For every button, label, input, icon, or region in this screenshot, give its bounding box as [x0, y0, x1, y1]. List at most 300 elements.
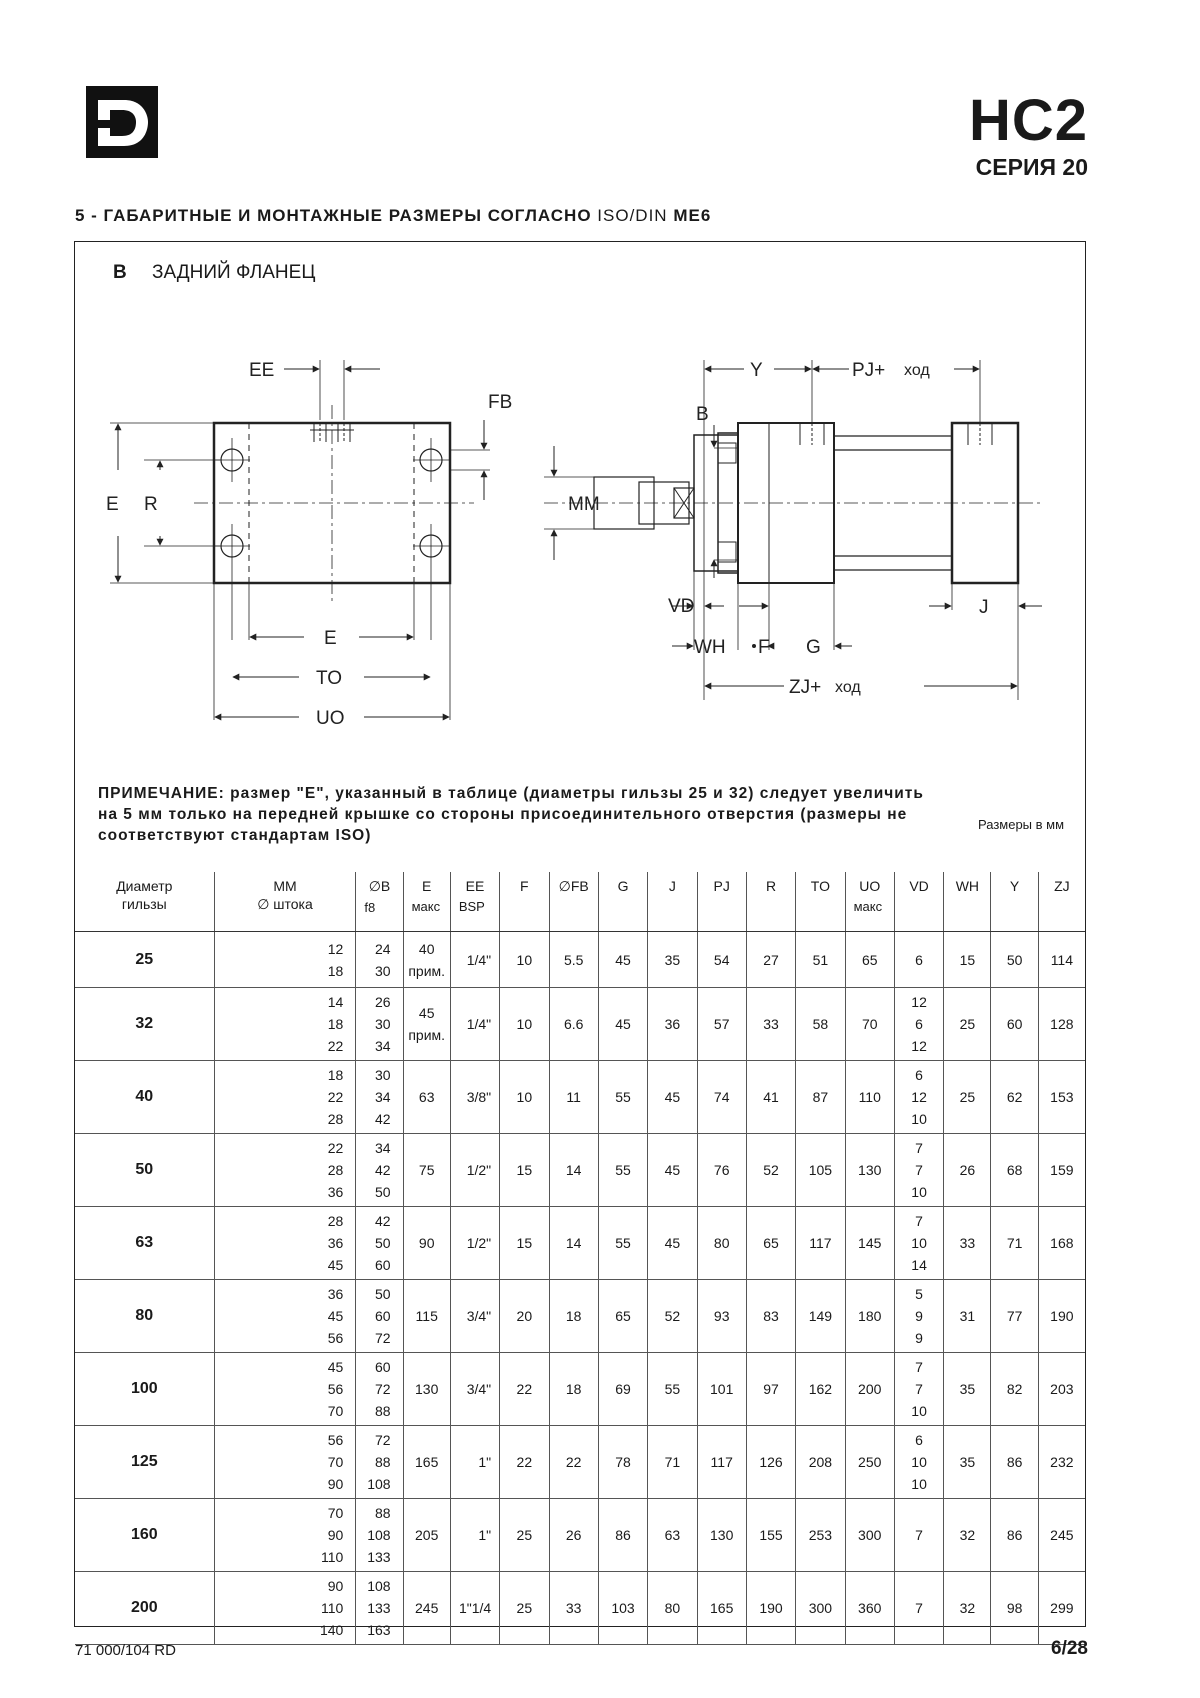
cell-value: 12 — [911, 994, 927, 1010]
cell-ee: 1" — [450, 1426, 499, 1499]
cell-uo: 300 — [845, 1499, 894, 1572]
cell-value: 90 — [327, 1476, 344, 1492]
cell-value: 72 — [375, 1330, 391, 1346]
cell-value: 56 — [327, 1381, 344, 1397]
column-header-label: VD — [909, 878, 929, 894]
column-header — [894, 872, 943, 932]
column-header-label: EE — [465, 878, 485, 894]
cell-y: 82 — [991, 1353, 1038, 1426]
cell-r: 65 — [746, 1207, 795, 1280]
cell-r: 190 — [746, 1572, 795, 1645]
series-label: СЕРИЯ 20 — [975, 154, 1088, 180]
label-uo: UO — [316, 708, 345, 729]
cell-value: 12 — [911, 1089, 927, 1105]
cell-y: 77 — [991, 1280, 1038, 1353]
cell-pj: 130 — [697, 1499, 746, 1572]
cell-zj: 299 — [1038, 1572, 1085, 1645]
cell-bore: 80 — [75, 1280, 214, 1353]
cell-uo: 145 — [845, 1207, 894, 1280]
column-header-label: G — [617, 878, 629, 894]
cell-mm — [214, 1572, 356, 1645]
cell-to: 51 — [796, 932, 845, 988]
cell-uo: 180 — [845, 1280, 894, 1353]
cell-value: 88 — [375, 1454, 391, 1470]
table-row — [75, 1499, 1085, 1572]
cell-zj: 245 — [1038, 1499, 1085, 1572]
cell-value: 72 — [375, 1432, 391, 1448]
column-header-label: WH — [955, 878, 980, 894]
cell-e — [403, 1207, 450, 1280]
cell-value: 7 — [915, 1140, 923, 1156]
cell-value: прим. — [408, 962, 446, 979]
view-label — [113, 262, 315, 284]
cell-value: 26 — [375, 994, 391, 1010]
cylinder-side-view — [544, 360, 1044, 700]
label-vd: VD — [668, 596, 695, 617]
cell-value: 72 — [375, 1381, 391, 1397]
cell-bore: 63 — [75, 1207, 214, 1280]
cell-r: 41 — [746, 1061, 795, 1134]
column-header-label: J — [668, 878, 676, 894]
label-y: Y — [750, 360, 763, 381]
units-label: Размеры в мм — [978, 817, 1065, 832]
cell-j: 35 — [648, 932, 697, 988]
cell-y: 60 — [991, 988, 1038, 1061]
cell-uo: 70 — [845, 988, 894, 1061]
cell-fb: 11 — [549, 1061, 598, 1134]
cell-b — [356, 1280, 403, 1353]
cell-value: 28 — [327, 1213, 344, 1229]
cell-zj: 190 — [1038, 1280, 1085, 1353]
cell-value: 130 — [415, 1381, 439, 1397]
cell-value: 63 — [418, 1089, 435, 1105]
cell-g: 65 — [598, 1280, 647, 1353]
column-header — [697, 872, 746, 932]
cell-pj: 74 — [697, 1061, 746, 1134]
cell-fb: 22 — [549, 1426, 598, 1499]
cell-bore: 200 — [75, 1572, 214, 1645]
label-stroke-top: ход — [904, 362, 930, 379]
cell-wh: 26 — [944, 1134, 991, 1207]
cell-value: 42 — [375, 1213, 391, 1229]
cell-fb: 14 — [549, 1134, 598, 1207]
cell-value: 30 — [375, 1067, 391, 1083]
cell-value: 40 — [418, 940, 435, 957]
cell-mm — [214, 1499, 356, 1572]
cell-value: 34 — [375, 1089, 391, 1105]
label-wh: WH — [694, 637, 726, 658]
cell-pj: 93 — [697, 1280, 746, 1353]
label-j: J — [979, 597, 989, 618]
label-r: R — [144, 494, 158, 515]
cell-zj: 159 — [1038, 1134, 1085, 1207]
cell-bore: 100 — [75, 1353, 214, 1426]
cell-value: 24 — [375, 940, 391, 957]
cell-e — [403, 1426, 450, 1499]
cell-value: 45 — [327, 1308, 344, 1324]
cell-y: 86 — [991, 1426, 1038, 1499]
column-header-label: ∅B — [368, 878, 391, 894]
cell-value: 7 — [915, 1359, 923, 1375]
cell-b — [356, 1572, 403, 1645]
column-header — [746, 872, 795, 932]
table-row — [75, 1280, 1085, 1353]
cell-value: 7 — [915, 1162, 923, 1178]
cell-g: 103 — [598, 1572, 647, 1645]
cell-to: 253 — [796, 1499, 845, 1572]
company-logo — [86, 86, 158, 158]
cell-value: 133 — [367, 1549, 391, 1565]
column-header — [356, 872, 403, 932]
dimensions-table — [75, 872, 1085, 1645]
column-header-label: Y — [1009, 878, 1020, 894]
cell-value: 14 — [327, 994, 344, 1010]
cell-to: 58 — [796, 988, 845, 1061]
cell-value: 163 — [367, 1622, 391, 1638]
cell-fb: 14 — [549, 1207, 598, 1280]
cell-j: 45 — [648, 1134, 697, 1207]
cell-value: 9 — [915, 1330, 923, 1346]
technical-drawing — [74, 320, 1084, 740]
cell-mm — [214, 988, 356, 1061]
table-row — [75, 1572, 1085, 1645]
column-header — [1038, 872, 1085, 932]
cell-value: 115 — [415, 1308, 438, 1324]
table-row — [75, 932, 1085, 988]
cell-e — [403, 1134, 450, 1207]
column-header-sub: гильзы — [121, 896, 167, 912]
label-to: TO — [316, 668, 343, 689]
cell-value: 10 — [911, 1184, 927, 1200]
cell-f: 22 — [500, 1353, 549, 1426]
cell-value: 90 — [327, 1578, 344, 1594]
column-header-label: MM — [273, 878, 297, 894]
cell-value: 10 — [911, 1454, 927, 1470]
cell-vd — [894, 1207, 943, 1280]
column-header-label: PJ — [713, 878, 730, 894]
cell-j: 71 — [648, 1426, 697, 1499]
cell-wh: 35 — [944, 1426, 991, 1499]
cell-r: 52 — [746, 1134, 795, 1207]
cell-fb: 18 — [549, 1280, 598, 1353]
cell-bore: 25 — [75, 932, 214, 988]
cell-ee: 3/4" — [450, 1353, 499, 1426]
table-row — [75, 1426, 1085, 1499]
column-header — [796, 872, 845, 932]
cell-value: 5 — [915, 1286, 923, 1302]
label-pj: PJ+ — [852, 360, 886, 381]
column-header — [549, 872, 598, 932]
cell-f: 22 — [500, 1426, 549, 1499]
column-header-sub: BSP — [458, 899, 485, 914]
cell-value: 245 — [415, 1600, 439, 1616]
cell-wh: 25 — [944, 1061, 991, 1134]
cell-r: 126 — [746, 1426, 795, 1499]
cell-wh: 32 — [944, 1499, 991, 1572]
cell-vd — [894, 1499, 943, 1572]
cell-value: 205 — [415, 1527, 439, 1543]
cell-mm — [214, 1353, 356, 1426]
table-row — [75, 1207, 1085, 1280]
cell-g: 55 — [598, 1061, 647, 1134]
cell-zj: 168 — [1038, 1207, 1085, 1280]
view-letter: B — [113, 262, 127, 283]
cell-f: 10 — [500, 1061, 549, 1134]
cell-j: 52 — [648, 1280, 697, 1353]
cell-value: 75 — [418, 1162, 435, 1178]
cell-value: 110 — [321, 1549, 344, 1565]
cell-uo: 200 — [845, 1353, 894, 1426]
cell-ee: 1/4" — [450, 988, 499, 1061]
cell-value: 6 — [915, 1016, 923, 1032]
cell-vd — [894, 988, 943, 1061]
cell-bore: 160 — [75, 1499, 214, 1572]
cell-wh: 25 — [944, 988, 991, 1061]
cell-j: 80 — [648, 1572, 697, 1645]
cell-e — [403, 988, 450, 1061]
page-number: 6/28 — [1051, 1638, 1088, 1659]
cell-value: 12 — [327, 940, 344, 957]
cell-ee: 3/4" — [450, 1280, 499, 1353]
cell-wh: 31 — [944, 1280, 991, 1353]
cell-value: 28 — [327, 1162, 344, 1178]
cell-wh: 33 — [944, 1207, 991, 1280]
cell-ee: 1/2" — [450, 1134, 499, 1207]
cell-value: 60 — [375, 1257, 391, 1273]
column-header-label: F — [520, 878, 529, 894]
label-zj: ZJ+ — [789, 677, 822, 698]
cell-f: 25 — [500, 1499, 549, 1572]
section-title-main: 5 - ГАБАРИТНЫЕ И МОНТАЖНЫЕ РАЗМЕРЫ СОГЛАСНО — [75, 206, 592, 225]
column-header-label: ∅FB — [558, 878, 589, 894]
cell-value: 90 — [327, 1527, 344, 1543]
cell-value: 108 — [367, 1578, 391, 1594]
cell-value: 18 — [327, 1067, 344, 1083]
cell-fb: 6.6 — [549, 988, 598, 1061]
cell-pj: 57 — [697, 988, 746, 1061]
cell-value: 108 — [367, 1476, 391, 1492]
cell-bore: 50 — [75, 1134, 214, 1207]
cell-r: 155 — [746, 1499, 795, 1572]
cell-value: 30 — [375, 1016, 391, 1032]
cell-ee: 1/2" — [450, 1207, 499, 1280]
cell-value: 12 — [911, 1038, 927, 1054]
cell-y: 68 — [991, 1134, 1038, 1207]
cell-zj: 153 — [1038, 1061, 1085, 1134]
cell-to: 208 — [796, 1426, 845, 1499]
cell-value: 10 — [911, 1235, 927, 1251]
cell-value: 6 — [915, 1432, 923, 1448]
table-header-row — [75, 872, 1085, 932]
cell-value: 6 — [915, 951, 923, 968]
cell-e — [403, 1280, 450, 1353]
cell-value: 165 — [415, 1454, 439, 1470]
cell-ee: 1" — [450, 1499, 499, 1572]
cell-mm — [214, 1134, 356, 1207]
cell-g: 55 — [598, 1207, 647, 1280]
cell-mm — [214, 932, 356, 988]
column-header-sub: макс — [411, 899, 441, 914]
cell-mm — [214, 1426, 356, 1499]
column-header — [500, 872, 549, 932]
cell-zj: 232 — [1038, 1426, 1085, 1499]
cell-vd — [894, 932, 943, 988]
cell-value: прим. — [408, 1027, 446, 1043]
cell-value: 18 — [327, 962, 344, 979]
cell-value: 10 — [911, 1111, 927, 1127]
table-row — [75, 988, 1085, 1061]
cell-vd — [894, 1353, 943, 1426]
cell-to: 87 — [796, 1061, 845, 1134]
cell-b — [356, 1061, 403, 1134]
column-header-sub: f8 — [364, 900, 376, 915]
cell-j: 55 — [648, 1353, 697, 1426]
cell-value: 70 — [327, 1403, 344, 1419]
cell-f: 15 — [500, 1207, 549, 1280]
view-name: ЗАДНИЙ ФЛАНЕЦ — [152, 262, 316, 283]
cell-value: 60 — [375, 1359, 391, 1375]
cell-vd — [894, 1134, 943, 1207]
cell-e — [403, 1572, 450, 1645]
table-row — [75, 1134, 1085, 1207]
cell-uo: 65 — [845, 932, 894, 988]
column-header — [403, 872, 450, 932]
cell-f: 10 — [500, 988, 549, 1061]
cell-r: 33 — [746, 988, 795, 1061]
cell-zj: 114 — [1038, 932, 1085, 988]
label-f: F — [758, 637, 770, 658]
cell-ee: 1/4" — [450, 932, 499, 988]
cell-value: 42 — [375, 1162, 391, 1178]
cell-to: 149 — [796, 1280, 845, 1353]
cell-value: 42 — [375, 1111, 391, 1127]
cell-fb: 26 — [549, 1499, 598, 1572]
cell-pj: 54 — [697, 932, 746, 988]
cell-g: 45 — [598, 932, 647, 988]
cell-g: 55 — [598, 1134, 647, 1207]
cell-value: 9 — [915, 1308, 923, 1324]
cell-value: 7 — [915, 1527, 923, 1543]
cell-value: 140 — [319, 1622, 344, 1638]
label-e-vertical: E — [106, 494, 119, 515]
cell-value: 6 — [915, 1067, 923, 1083]
cell-value: 14 — [911, 1257, 927, 1273]
column-header — [648, 872, 697, 932]
cell-r: 83 — [746, 1280, 795, 1353]
cell-value: 30 — [375, 962, 391, 979]
cell-b — [356, 1353, 403, 1426]
section-title-std: ISO/DIN — [597, 206, 668, 225]
column-header-label: TO — [810, 878, 830, 894]
column-header-label: E — [422, 878, 432, 894]
label-stroke-bottom: ход — [835, 679, 861, 696]
cell-value: 22 — [327, 1038, 344, 1054]
cell-value: 28 — [327, 1111, 344, 1127]
section-title-code: ME6 — [673, 206, 712, 225]
cell-uo: 110 — [845, 1061, 894, 1134]
cell-value: 50 — [375, 1184, 391, 1200]
cell-r: 27 — [746, 932, 795, 988]
cell-wh: 35 — [944, 1353, 991, 1426]
column-header-sub: макс — [853, 899, 883, 914]
column-header — [214, 872, 356, 932]
column-header — [598, 872, 647, 932]
cell-zj: 203 — [1038, 1353, 1085, 1426]
cell-value: 56 — [327, 1432, 344, 1448]
cell-value: 50 — [375, 1235, 391, 1251]
document-code: 71 000/104 RD — [75, 1642, 176, 1659]
cell-to: 162 — [796, 1353, 845, 1426]
cell-value: 18 — [327, 1016, 344, 1032]
cell-j: 63 — [648, 1499, 697, 1572]
cell-value: 88 — [375, 1403, 391, 1419]
label-g: G — [806, 637, 821, 658]
column-header — [991, 872, 1038, 932]
cell-value: 34 — [375, 1140, 391, 1156]
cell-value: 50 — [375, 1286, 391, 1302]
cell-value: 56 — [327, 1330, 344, 1346]
cell-b — [356, 1499, 403, 1572]
cell-value: 36 — [327, 1235, 344, 1251]
cell-value: 22 — [327, 1089, 344, 1105]
cell-pj: 101 — [697, 1353, 746, 1426]
cell-value: 36 — [327, 1286, 344, 1302]
cell-pj: 165 — [697, 1572, 746, 1645]
cell-ee: 3/8" — [450, 1061, 499, 1134]
cell-y: 62 — [991, 1061, 1038, 1134]
cell-mm — [214, 1280, 356, 1353]
column-header-sub: ∅ штока — [257, 896, 313, 912]
cell-j: 36 — [648, 988, 697, 1061]
column-header — [450, 872, 499, 932]
cell-value: 7 — [915, 1381, 923, 1397]
cell-value: 45 — [327, 1257, 344, 1273]
cell-b — [356, 1426, 403, 1499]
cell-y: 98 — [991, 1572, 1038, 1645]
column-header — [845, 872, 894, 932]
label-b: B — [696, 404, 709, 425]
model-title: HC2 — [968, 88, 1088, 153]
column-header-label: Диаметр — [116, 878, 173, 894]
column-header-label: R — [765, 878, 777, 894]
cell-ee: 1"1/4 — [450, 1572, 499, 1645]
cell-value: 88 — [375, 1505, 391, 1521]
cell-value: 10 — [911, 1476, 927, 1492]
cell-value: 10 — [911, 1403, 927, 1419]
cell-vd — [894, 1572, 943, 1645]
cell-uo: 360 — [845, 1572, 894, 1645]
cell-value: 70 — [327, 1454, 344, 1470]
cell-y: 71 — [991, 1207, 1038, 1280]
cell-r: 97 — [746, 1353, 795, 1426]
cell-mm — [214, 1207, 356, 1280]
cell-b — [356, 932, 403, 988]
cell-mm — [214, 1061, 356, 1134]
cell-value: 34 — [375, 1038, 391, 1054]
cell-g: 69 — [598, 1353, 647, 1426]
cell-to: 105 — [796, 1134, 845, 1207]
cell-e — [403, 1499, 450, 1572]
cell-zj: 128 — [1038, 988, 1085, 1061]
flange-front-view — [110, 360, 490, 720]
cell-vd — [894, 1280, 943, 1353]
cell-g: 86 — [598, 1499, 647, 1572]
cell-value: 45 — [327, 1359, 344, 1375]
cell-wh: 15 — [944, 932, 991, 988]
cell-uo: 130 — [845, 1134, 894, 1207]
cell-value: 90 — [418, 1235, 435, 1251]
cell-e — [403, 932, 450, 988]
